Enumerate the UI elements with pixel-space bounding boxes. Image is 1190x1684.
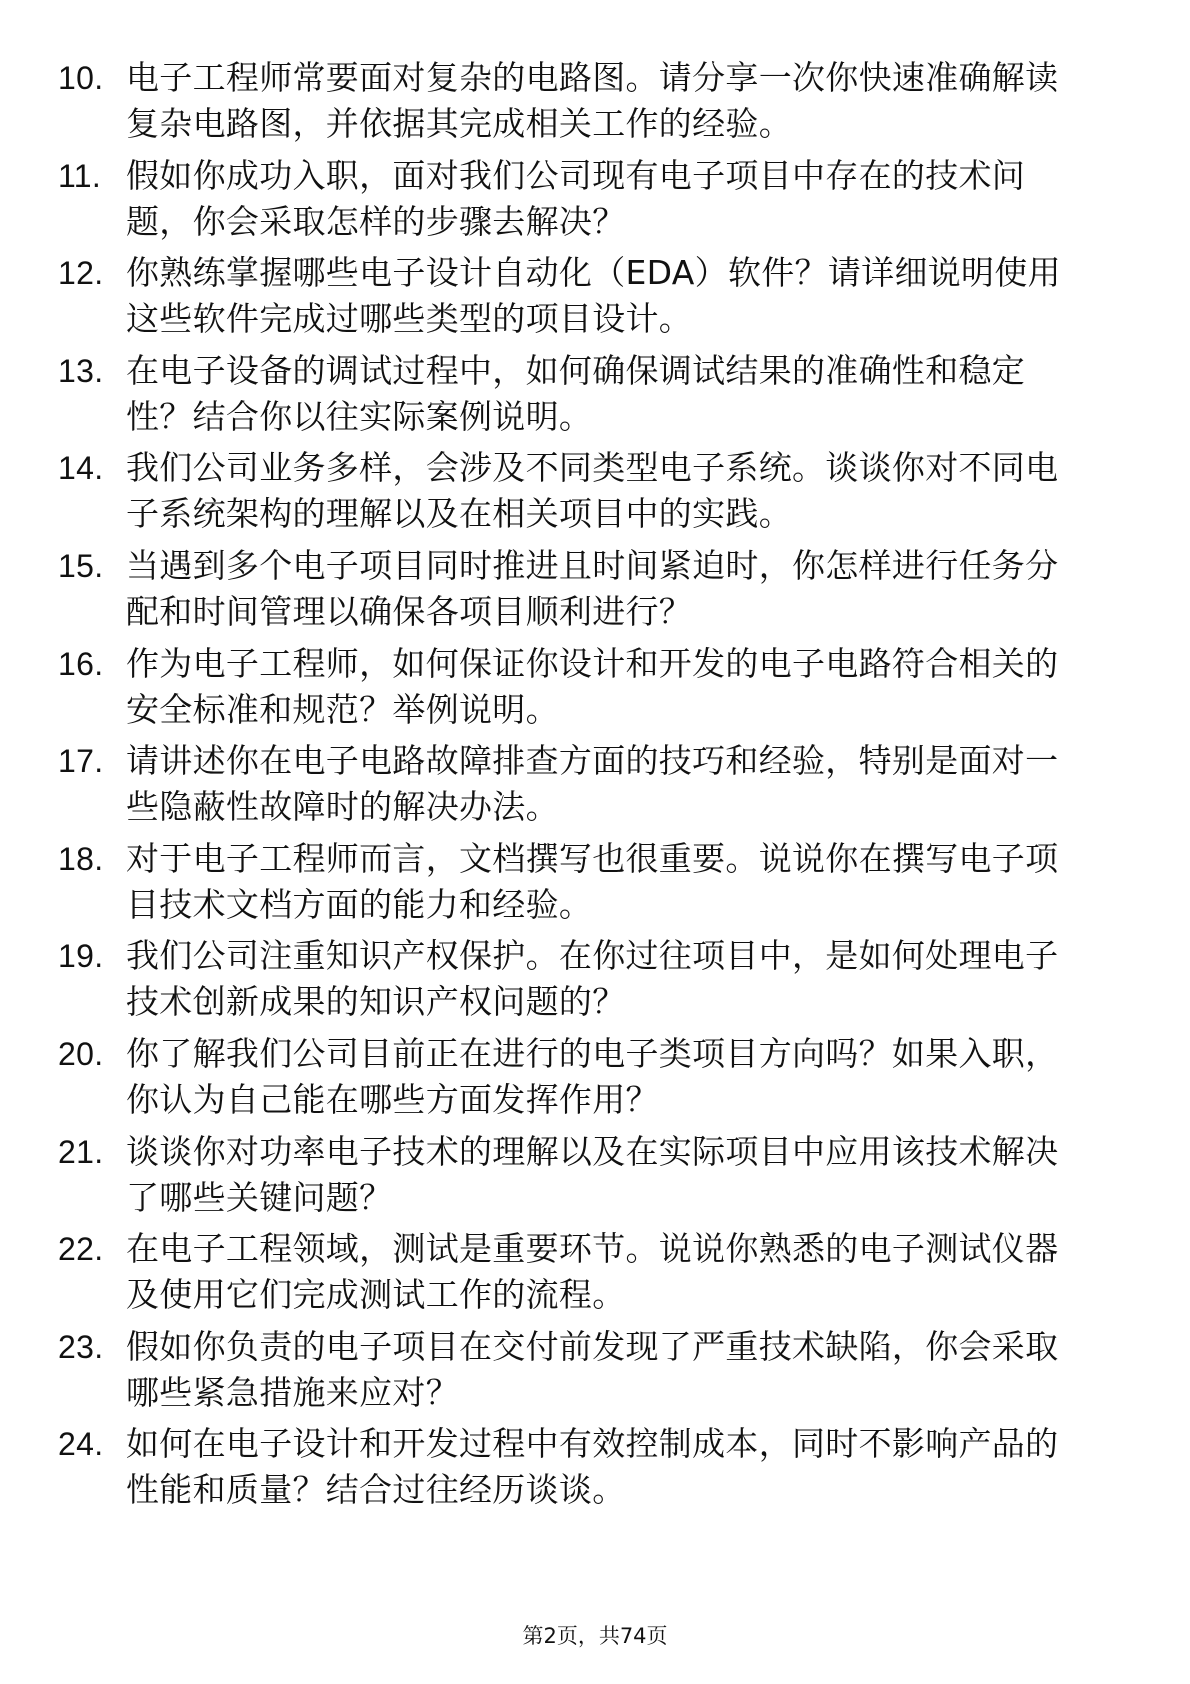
question-number: 12. [58, 255, 104, 292]
question-number: 16. [58, 645, 104, 682]
question-text-line1: 我们公司业务多样，会涉及不同类型电子系统。谈谈你对不同电 [126, 448, 1059, 488]
question-number: 13. [58, 352, 104, 389]
question-text-line2: 性能和质量？结合过往经历谈谈。 [126, 1470, 626, 1510]
question-item-15 [58, 543, 1118, 635]
question-item-13 [58, 348, 1118, 440]
page-footer [0, 1620, 1190, 1650]
question-text-line2: 及使用它们完成测试工作的流程。 [126, 1275, 626, 1315]
question-item-23 [58, 1324, 1118, 1416]
question-number: 20. [58, 1035, 104, 1072]
question-text-line2: 这些软件完成过哪些类型的项目设计。 [126, 299, 693, 339]
question-number: 24. [58, 1426, 104, 1463]
question-text-line1: 谈谈你对功率电子技术的理解以及在实际项目中应用该技术解决 [126, 1131, 1059, 1171]
question-item-17 [58, 738, 1118, 830]
question-number: 23. [58, 1328, 104, 1365]
question-text-line1: 如何在电子设计和开发过程中有效控制成本，同时不影响产品的 [126, 1424, 1059, 1464]
question-item-24 [58, 1421, 1118, 1513]
question-text-line2: 技术创新成果的知识产权问题的？ [126, 982, 626, 1022]
question-text-line2: 题，你会采取怎样的步骤去解决？ [126, 201, 626, 241]
question-text-line1: 作为电子工程师，如何保证你设计和开发的电子电路符合相关的 [126, 643, 1059, 683]
question-number: 14. [58, 450, 104, 487]
question-text-line1: 在电子设备的调试过程中，如何确保调试结果的准确性和稳定 [126, 350, 1026, 390]
question-number: 17. [58, 743, 104, 780]
question-item-18 [58, 836, 1118, 928]
question-number: 18. [58, 840, 104, 877]
question-text-line1: 假如你负责的电子项目在交付前发现了严重技术缺陷，你会采取 [126, 1326, 1059, 1366]
question-number: 11. [58, 157, 102, 194]
question-number: 15. [58, 547, 104, 584]
question-text-line1: 你了解我们公司目前正在进行的电子类项目方向吗？如果入职， [126, 1033, 1059, 1073]
question-text-line2: 安全标准和规范？举例说明。 [126, 689, 559, 729]
question-text-line2: 你认为自己能在哪些方面发挥作用？ [126, 1079, 659, 1119]
question-text-line2: 些隐蔽性故障时的解决办法。 [126, 787, 559, 827]
question-item-22 [58, 1226, 1118, 1318]
question-text-line1: 在电子工程领域，测试是重要环节。说说你熟悉的电子测试仪器 [126, 1229, 1059, 1269]
question-text-line1: 对于电子工程师而言，文档撰写也很重要。说说你在撰写电子项 [126, 838, 1059, 878]
question-item-20 [58, 1031, 1118, 1123]
question-item-19 [58, 933, 1118, 1025]
question-item-16 [58, 641, 1118, 733]
question-number: 19. [58, 938, 104, 975]
question-text-line1: 当遇到多个电子项目同时推进且时间紧迫时，你怎样进行任务分 [126, 545, 1059, 585]
question-text-line2: 配和时间管理以确保各项目顺利进行？ [126, 591, 693, 631]
question-item-11 [58, 153, 1118, 245]
question-text-line2: 子系统架构的理解以及在相关项目中的实践。 [126, 494, 792, 534]
question-item-12 [58, 250, 1118, 342]
question-text-line2: 复杂电路图，并依据其完成相关工作的经验。 [126, 104, 792, 143]
question-text-line2: 目技术文档方面的能力和经验。 [126, 884, 593, 924]
question-number: 22. [58, 1231, 104, 1268]
question-text-line1: 假如你成功入职，面对我们公司现有电子项目中存在的技术问 [126, 155, 1026, 195]
question-text-line2: 哪些紧急措施来应对？ [126, 1372, 459, 1412]
question-text-line1: 我们公司注重知识产权保护。在你过往项目中，是如何处理电子 [126, 936, 1059, 976]
question-text-line2: 性？结合你以往实际案例说明。 [126, 396, 593, 436]
question-list [58, 55, 1118, 1519]
question-item-21 [58, 1129, 1118, 1221]
question-text-line1: 你熟练掌握哪些电子设计自动化（EDA）软件？请详细说明使用 [126, 253, 1061, 293]
question-text-line2: 了哪些关键问题？ [126, 1177, 393, 1217]
question-number: 21. [58, 1133, 104, 1170]
question-item-10 [58, 55, 1118, 147]
question-text-line1: 请讲述你在电子电路故障排查方面的技巧和经验，特别是面对一 [126, 741, 1059, 781]
question-item-14 [58, 445, 1118, 537]
question-number: 10. [58, 60, 104, 96]
question-text-line1: 电子工程师常要面对复杂的电路图。请分享一次你快速准确解读 [126, 58, 1059, 97]
page-number-label: 第2页，共74页 [522, 1624, 668, 1648]
